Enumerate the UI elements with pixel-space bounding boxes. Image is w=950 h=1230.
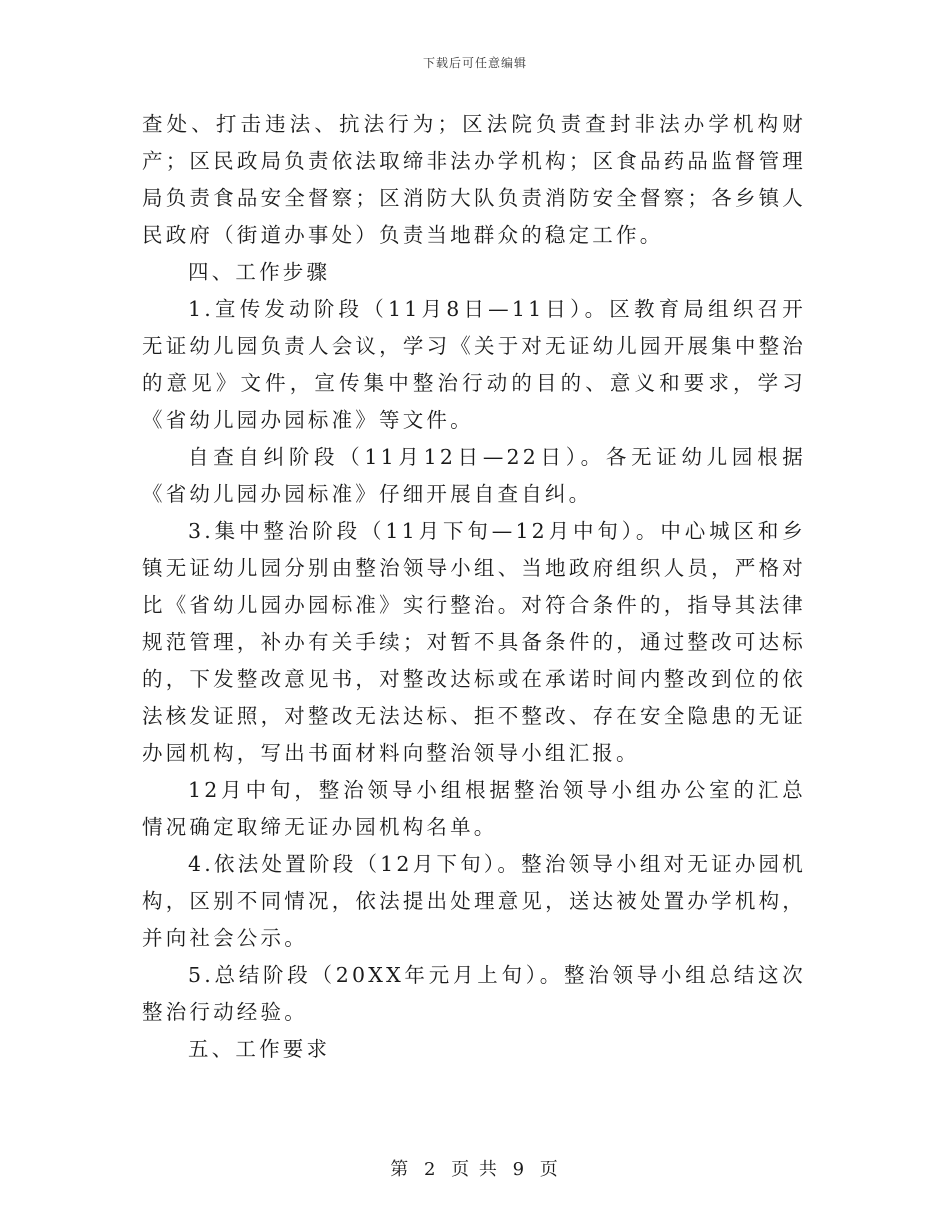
header-text: 下载后可任意编辑 [422,56,527,70]
footer-prefix: 第 [390,1159,411,1180]
footer-suffix: 页 [539,1159,560,1180]
paragraph-step-2: 自查自纠阶段（11月12日—22日）。各无证幼儿园根据《省幼儿园办园标准》仔细开展自查自纠。 [142,445,806,506]
paragraph-step-3: 3.集中整治阶段（11月下旬—12月中旬）。中心城区和乡镇无证幼儿园分别由整治领导小组、当地政府组织人员，严格对比《省幼儿园办园标准》实行整治。对符合条件的，指导其法律规范管理，补办有关手续；对暂不具备条件的，通过整改可达标的，下发整改意见书，对整改达标或在承诺时间内整改到位的依法核发证照，对整改无法达标、拒不整改、存在安全隐患的无证办园机构，写出书面材料向整治领导小组汇报。 [142,519,806,765]
footer-middle: 页 共 [451,1159,499,1180]
paragraph-mid-december: 12月中旬，整治领导小组根据整治领导小组办公室的汇总情况确定取缔无证办园机构名单。 [142,778,806,839]
page-footer [0,1155,950,1181]
section-heading-work-steps: 四、工作步骤 [188,260,331,284]
paragraph-responsibilities: 查处、打击违法、抗法行为；区法院负责查封非法办学机构财产；区民政局负责依法取缔非法办学机构；区食品药品监督管理局负责食品安全督察；区消防大队负责消防安全督察；各乡镇人民政府（街道办事处）负责当地群众的稳定工作。 [142,112,806,247]
paragraph-step-5: 5.总结阶段（20XX年元月上旬）。整治领导小组总结这次整治行动经验。 [142,963,806,1024]
footer-current-page: 2 [423,1159,438,1180]
document-body [142,106,806,1068]
paragraph-step-1: 1.宣传发动阶段（11月8日—11日）。区教育局组织召开无证幼儿园负责人会议，学习《关于对无证幼儿园开展集中整治的意见》文件，宣传集中整治行动的目的、意义和要求，学习《省幼儿园办园标准》等文件。 [142,297,806,432]
paragraph-step-4: 4.依法处置阶段（12月下旬）。整治领导小组对无证办园机构，区别不同情况，依法提出处理意见，送达被处置办学机构，并向社会公示。 [142,852,806,950]
footer-total-pages: 9 [512,1159,527,1180]
page-header [0,54,950,71]
section-heading-work-requirements: 五、工作要求 [188,1037,331,1061]
